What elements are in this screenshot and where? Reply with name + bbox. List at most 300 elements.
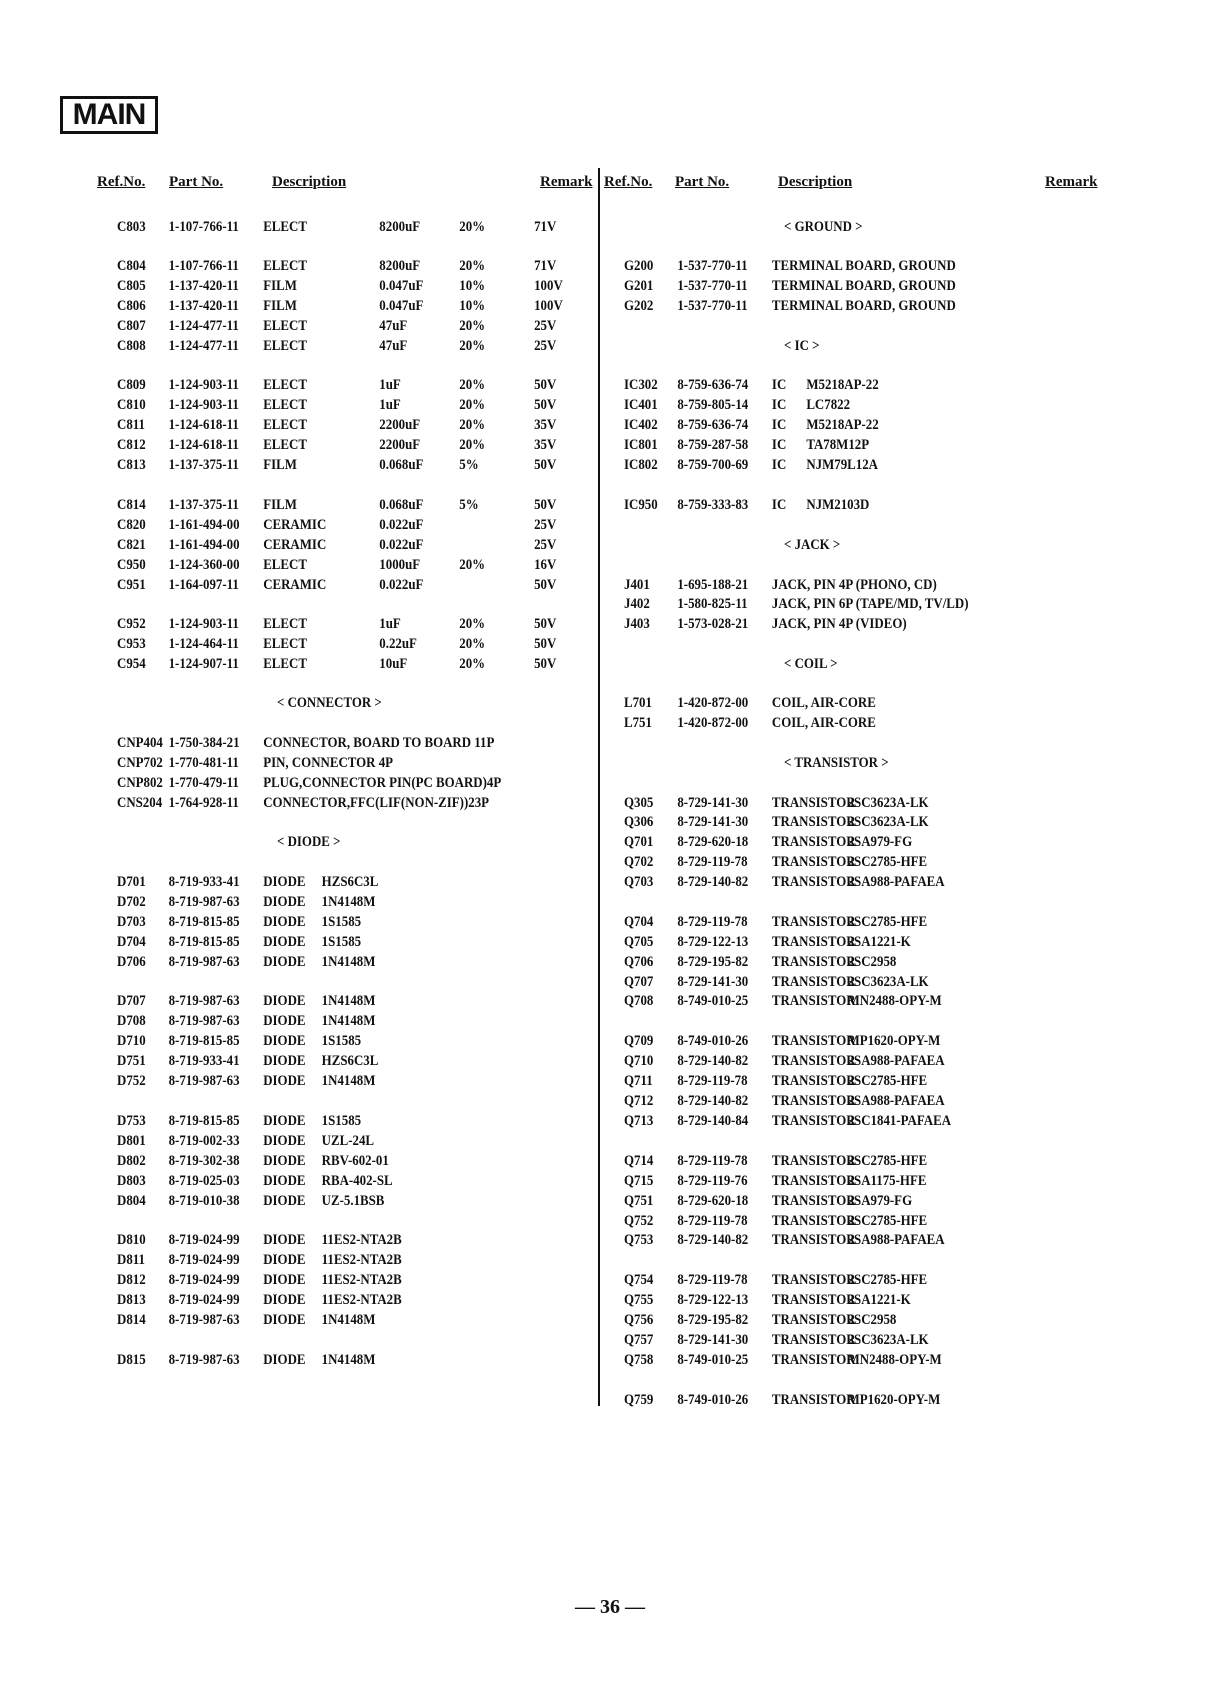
cell-ref: D704 xyxy=(117,934,146,950)
cell-ref: CNP702 xyxy=(117,755,163,771)
cell-model: 2SC3623A-LK xyxy=(847,1332,929,1348)
cell-desc: DIODE xyxy=(263,1193,306,1209)
cell-desc: ELECT xyxy=(263,417,307,433)
cell-part: 8-719-987-63 xyxy=(168,1073,240,1089)
cell-ref: D811 xyxy=(117,1252,145,1268)
cell-val: 0.047uF xyxy=(379,298,424,314)
cell-part: 1-695-188-21 xyxy=(677,577,749,593)
cell-model: 11ES2-NTA2B xyxy=(321,1232,402,1248)
cell-desc: DIODE xyxy=(263,1352,306,1368)
cell-desc: DIODE xyxy=(263,1113,306,1129)
cell-ref: D708 xyxy=(117,1013,146,1029)
cell-ref: D707 xyxy=(117,993,146,1009)
cell-part: 1-770-481-11 xyxy=(168,755,239,771)
cell-val: 8200uF xyxy=(379,258,421,274)
cell-ref: Q305 xyxy=(624,795,654,811)
cell-model: 2SA1221-K xyxy=(847,1292,911,1308)
cell-part: 8-719-025-03 xyxy=(168,1173,240,1189)
cell-tol: 10% xyxy=(459,278,486,294)
cell-val: 0.068uF xyxy=(379,457,424,473)
cell-ref: IC801 xyxy=(624,437,658,453)
cell-part: 8-729-119-78 xyxy=(677,914,748,930)
cell-desc: TRANSISTOR xyxy=(771,814,856,830)
cell-model: MN2488-OPY-M xyxy=(847,993,942,1009)
cell-ref: C811 xyxy=(117,417,145,433)
section-diode-title: < DIODE > xyxy=(277,834,341,850)
section-coil-title: < COIL > xyxy=(784,656,838,672)
cell-part: 8-729-141-30 xyxy=(677,1332,749,1348)
cell-desc: TRANSISTOR xyxy=(771,1213,856,1229)
cell-model: 1S1585 xyxy=(321,1033,362,1049)
cell-ref: IC401 xyxy=(624,397,658,413)
cell-ref: Q708 xyxy=(624,993,654,1009)
cell-part: 8-759-636-74 xyxy=(677,377,749,393)
cell-ref: D710 xyxy=(117,1033,146,1049)
cell-desc: DIODE xyxy=(263,1173,306,1189)
cell-model: 2SA988-PAFAEA xyxy=(847,1232,945,1248)
cell-part: 8-759-636-74 xyxy=(677,417,749,433)
cell-desc: TRANSISTOR xyxy=(771,1312,856,1328)
cell-model: TA78M12P xyxy=(806,437,870,453)
cell-ref: Q712 xyxy=(624,1093,654,1109)
cell-desc: DIODE xyxy=(263,914,306,930)
cell-rating: 16V xyxy=(534,557,557,573)
cell-desc: DIODE xyxy=(263,1133,306,1149)
cell-desc: CERAMIC xyxy=(263,517,327,533)
cell-tol: 20% xyxy=(459,437,486,453)
cell-ref: Q710 xyxy=(624,1053,654,1069)
cell-model: 1S1585 xyxy=(321,934,362,950)
cell-desc: TRANSISTOR xyxy=(771,1352,856,1368)
cell-ref: Q752 xyxy=(624,1213,654,1229)
cell-desc: TRANSISTOR xyxy=(771,874,856,890)
cell-part: 8-719-302-38 xyxy=(168,1153,240,1169)
cell-ref: Q701 xyxy=(624,834,654,850)
header-part-no-left: Part No. xyxy=(169,174,224,190)
cell-val: 0.22uF xyxy=(379,636,417,652)
cell-ref: Q755 xyxy=(624,1292,654,1308)
cell-desc: DIODE xyxy=(263,993,306,1009)
cell-tol: 20% xyxy=(459,636,486,652)
cell-desc: DIODE xyxy=(263,1312,306,1328)
cell-val: 0.022uF xyxy=(379,517,424,533)
cell-desc: FILM xyxy=(263,497,297,513)
cell-desc: DIODE xyxy=(263,934,306,950)
cell-model: M5218AP-22 xyxy=(806,377,879,393)
cell-tol: 20% xyxy=(459,397,486,413)
cell-model: 2SA979-FG xyxy=(847,834,913,850)
cell-desc: TRANSISTOR xyxy=(771,1392,856,1408)
cell-desc: TRANSISTOR xyxy=(771,993,856,1009)
cell-desc: TERMINAL BOARD, GROUND xyxy=(771,278,956,294)
cell-desc: IC xyxy=(771,397,787,413)
cell-ref: C805 xyxy=(117,278,146,294)
cell-model: RBA-402-SL xyxy=(321,1173,393,1189)
cell-desc: JACK, PIN 4P (PHONO, CD) xyxy=(771,577,937,593)
cell-ref: D803 xyxy=(117,1173,146,1189)
section-ic-title: < IC > xyxy=(784,338,820,354)
cell-ref: Q758 xyxy=(624,1352,654,1368)
cell-ref: G201 xyxy=(624,278,654,294)
cell-part: 1-164-097-11 xyxy=(168,577,239,593)
cell-desc: ELECT xyxy=(263,557,307,573)
cell-part: 1-770-479-11 xyxy=(168,775,239,791)
cell-desc: ELECT xyxy=(263,219,307,235)
cell-desc: TRANSISTOR xyxy=(771,834,856,850)
cell-tol: 20% xyxy=(459,338,486,354)
cell-model: 2SC2785-HFE xyxy=(847,1272,928,1288)
cell-ref: C821 xyxy=(117,537,146,553)
cell-part: 1-580-825-11 xyxy=(677,596,748,612)
cell-part: 8-719-010-38 xyxy=(168,1193,240,1209)
cell-desc: CONNECTOR,FFC(LIF(NON-ZIF))23P xyxy=(263,795,490,811)
cell-part: 1-124-903-11 xyxy=(168,397,239,413)
cell-desc: DIODE xyxy=(263,1013,306,1029)
cell-rating: 25V xyxy=(534,338,557,354)
cell-part: 8-719-815-85 xyxy=(168,1033,240,1049)
cell-model: 2SC3623A-LK xyxy=(847,974,929,990)
cell-desc: ELECT xyxy=(263,258,307,274)
cell-val: 47uF xyxy=(379,318,408,334)
cell-model: 2SC2958 xyxy=(847,1312,897,1328)
cell-desc: FILM xyxy=(263,457,297,473)
cell-ref: D802 xyxy=(117,1153,146,1169)
cell-tol: 20% xyxy=(459,616,486,632)
cell-rating: 25V xyxy=(534,537,557,553)
cell-val: 0.068uF xyxy=(379,497,424,513)
cell-ref: Q754 xyxy=(624,1272,654,1288)
cell-val: 1uF xyxy=(379,377,401,393)
cell-rating: 50V xyxy=(534,616,557,632)
cell-ref: C809 xyxy=(117,377,146,393)
cell-part: 1-573-028-21 xyxy=(677,616,749,632)
cell-part: 8-729-122-13 xyxy=(677,1292,749,1308)
cell-desc: COIL, AIR-CORE xyxy=(771,715,876,731)
cell-part: 8-719-987-63 xyxy=(168,1312,240,1328)
cell-part: 8-729-140-82 xyxy=(677,1053,749,1069)
cell-desc: TRANSISTOR xyxy=(771,1272,856,1288)
cell-part: 8-729-620-18 xyxy=(677,834,749,850)
cell-model: 2SA1175-HFE xyxy=(847,1173,927,1189)
cell-part: 8-749-010-25 xyxy=(677,1352,749,1368)
cell-ref: Q751 xyxy=(624,1193,654,1209)
cell-tol: 20% xyxy=(459,318,486,334)
cell-model: 2SC2785-HFE xyxy=(847,854,928,870)
cell-part: 8-759-700-69 xyxy=(677,457,749,473)
cell-desc: TRANSISTOR xyxy=(771,1153,856,1169)
cell-part: 8-759-805-14 xyxy=(677,397,749,413)
cell-ref: Q757 xyxy=(624,1332,654,1348)
header-remark-right: Remark xyxy=(1045,174,1098,190)
cell-ref: D801 xyxy=(117,1133,146,1149)
cell-part: 8-749-010-26 xyxy=(677,1392,749,1408)
cell-part: 8-729-119-78 xyxy=(677,1153,748,1169)
cell-model: RBV-602-01 xyxy=(321,1153,389,1169)
cell-ref: D706 xyxy=(117,954,146,970)
cell-model: HZS6C3L xyxy=(321,1053,379,1069)
cell-tol: 20% xyxy=(459,258,486,274)
cell-part: 8-729-119-78 xyxy=(677,1073,748,1089)
cell-ref: C952 xyxy=(117,616,146,632)
cell-model: 1N4148M xyxy=(321,1073,376,1089)
cell-desc: IC xyxy=(771,417,787,433)
cell-rating: 25V xyxy=(534,517,557,533)
cell-part: 8-719-987-63 xyxy=(168,1013,240,1029)
cell-desc: DIODE xyxy=(263,1033,306,1049)
header-part-no-right: Part No. xyxy=(675,174,730,190)
cell-model: 2SC2785-HFE xyxy=(847,914,928,930)
cell-model: 1S1585 xyxy=(321,1113,362,1129)
cell-part: 1-161-494-00 xyxy=(168,537,240,553)
cell-model: 11ES2-NTA2B xyxy=(321,1252,402,1268)
cell-part: 8-719-024-99 xyxy=(168,1252,240,1268)
cell-part: 1-124-618-11 xyxy=(168,437,239,453)
cell-desc: TRANSISTOR xyxy=(771,1053,856,1069)
cell-desc: COIL, AIR-CORE xyxy=(771,695,876,711)
cell-desc: TRANSISTOR xyxy=(771,1173,856,1189)
cell-ref: Q759 xyxy=(624,1392,654,1408)
cell-val: 8200uF xyxy=(379,219,421,235)
cell-part: 8-749-010-25 xyxy=(677,993,749,1009)
cell-ref: C953 xyxy=(117,636,146,652)
cell-ref: D813 xyxy=(117,1292,146,1308)
cell-val: 2200uF xyxy=(379,437,421,453)
cell-desc: ELECT xyxy=(263,318,307,334)
cell-ref: Q711 xyxy=(624,1073,653,1089)
cell-rating: 35V xyxy=(534,437,557,453)
cell-ref: CNP404 xyxy=(117,735,163,751)
cell-val: 1uF xyxy=(379,616,401,632)
cell-desc: ELECT xyxy=(263,656,307,672)
cell-part: 1-124-903-11 xyxy=(168,377,239,393)
cell-desc: TRANSISTOR xyxy=(771,1113,856,1129)
cell-desc: CERAMIC xyxy=(263,537,327,553)
cell-part: 8-759-287-58 xyxy=(677,437,749,453)
cell-part: 1-137-375-11 xyxy=(168,457,239,473)
cell-model: MN2488-OPY-M xyxy=(847,1352,942,1368)
cell-model: 1N4148M xyxy=(321,1352,376,1368)
cell-ref: D703 xyxy=(117,914,146,930)
cell-ref: C810 xyxy=(117,397,146,413)
cell-desc: DIODE xyxy=(263,874,306,890)
cell-desc: JACK, PIN 4P (VIDEO) xyxy=(771,616,907,632)
main-section-badge: MAIN xyxy=(60,96,158,134)
cell-desc: ELECT xyxy=(263,616,307,632)
cell-ref: Q704 xyxy=(624,914,654,930)
cell-ref: C820 xyxy=(117,517,146,533)
cell-desc: IC xyxy=(771,457,787,473)
cell-rating: 50V xyxy=(534,497,557,513)
cell-ref: C804 xyxy=(117,258,146,274)
cell-part: 8-729-140-82 xyxy=(677,1232,749,1248)
cell-ref: D752 xyxy=(117,1073,146,1089)
cell-desc: PIN, CONNECTOR 4P xyxy=(263,755,394,771)
cell-ref: G202 xyxy=(624,298,654,314)
cell-model: HZS6C3L xyxy=(321,874,379,890)
cell-model: 2SA988-PAFAEA xyxy=(847,1053,945,1069)
cell-desc: TRANSISTOR xyxy=(771,974,856,990)
cell-model: M5218AP-22 xyxy=(806,417,879,433)
cell-part: 8-729-195-82 xyxy=(677,1312,749,1328)
page-number: — 36 — xyxy=(575,1596,645,1618)
cell-ref: D812 xyxy=(117,1272,146,1288)
cell-ref: D702 xyxy=(117,894,146,910)
cell-desc: TRANSISTOR xyxy=(771,1073,856,1089)
cell-model: LC7822 xyxy=(806,397,851,413)
cell-desc: FILM xyxy=(263,298,297,314)
cell-desc: TRANSISTOR xyxy=(771,1093,856,1109)
cell-ref: L751 xyxy=(624,715,652,731)
cell-part: 1-420-872-00 xyxy=(677,715,749,731)
cell-val: 47uF xyxy=(379,338,408,354)
cell-model: 11ES2-NTA2B xyxy=(321,1292,402,1308)
section-connector-title: < CONNECTOR > xyxy=(277,695,382,711)
cell-desc: DIODE xyxy=(263,1292,306,1308)
cell-desc: TERMINAL BOARD, GROUND xyxy=(771,298,956,314)
cell-ref: CNS204 xyxy=(117,795,163,811)
cell-part: 8-719-987-63 xyxy=(168,954,240,970)
cell-desc: TERMINAL BOARD, GROUND xyxy=(771,258,956,274)
cell-desc: CONNECTOR, BOARD TO BOARD 11P xyxy=(263,735,495,751)
cell-ref: D804 xyxy=(117,1193,146,1209)
cell-ref: C803 xyxy=(117,219,146,235)
cell-model: 2SA988-PAFAEA xyxy=(847,1093,945,1109)
cell-ref: C807 xyxy=(117,318,146,334)
cell-model: 1N4148M xyxy=(321,894,376,910)
header-description-right: Description xyxy=(778,174,853,190)
cell-ref: Q702 xyxy=(624,854,654,870)
cell-ref: C812 xyxy=(117,437,146,453)
cell-part: 8-749-010-26 xyxy=(677,1033,749,1049)
cell-part: 1-124-907-11 xyxy=(168,656,239,672)
cell-part: 1-137-420-11 xyxy=(168,278,239,294)
cell-desc: TRANSISTOR xyxy=(771,1193,856,1209)
cell-desc: TRANSISTOR xyxy=(771,1292,856,1308)
cell-ref: D751 xyxy=(117,1053,146,1069)
cell-ref: Q714 xyxy=(624,1153,654,1169)
cell-desc: ELECT xyxy=(263,377,307,393)
cell-ref: D814 xyxy=(117,1312,146,1328)
cell-ref: D810 xyxy=(117,1232,146,1248)
cell-rating: 100V xyxy=(534,278,563,294)
cell-rating: 50V xyxy=(534,457,557,473)
cell-model: 2SA988-PAFAEA xyxy=(847,874,945,890)
cell-part: 1-124-464-11 xyxy=(168,636,239,652)
cell-rating: 50V xyxy=(534,397,557,413)
cell-tol: 20% xyxy=(459,417,486,433)
cell-model: UZ-5.1BSB xyxy=(321,1193,385,1209)
cell-model: 1N4148M xyxy=(321,1013,376,1029)
column-divider xyxy=(598,168,600,1406)
cell-val: 10uF xyxy=(379,656,408,672)
cell-ref: IC802 xyxy=(624,457,658,473)
cell-part: 1-161-494-00 xyxy=(168,517,240,533)
cell-ref: Q705 xyxy=(624,934,654,950)
cell-rating: 25V xyxy=(534,318,557,334)
cell-desc: TRANSISTOR xyxy=(771,1332,856,1348)
cell-desc: IC xyxy=(771,377,787,393)
cell-part: 8-719-815-85 xyxy=(168,1113,240,1129)
cell-part: 8-719-815-85 xyxy=(168,934,240,950)
cell-val: 2200uF xyxy=(379,417,421,433)
cell-ref: Q707 xyxy=(624,974,654,990)
cell-desc: TRANSISTOR xyxy=(771,1232,856,1248)
cell-ref: C813 xyxy=(117,457,146,473)
cell-val: 0.022uF xyxy=(379,577,424,593)
cell-desc: DIODE xyxy=(263,1073,306,1089)
cell-part: 8-729-119-76 xyxy=(677,1173,748,1189)
section-ground-title: < GROUND > xyxy=(784,219,863,235)
cell-ref: Q306 xyxy=(624,814,654,830)
cell-ref: C814 xyxy=(117,497,146,513)
cell-part: 8-729-620-18 xyxy=(677,1193,749,1209)
cell-desc: ELECT xyxy=(263,338,307,354)
cell-ref: IC402 xyxy=(624,417,658,433)
cell-desc: TRANSISTOR xyxy=(771,1033,856,1049)
cell-model: NJM2103D xyxy=(806,497,870,513)
cell-part: 1-124-903-11 xyxy=(168,616,239,632)
cell-part: 8-719-815-85 xyxy=(168,914,240,930)
cell-part: 8-719-024-99 xyxy=(168,1292,240,1308)
cell-part: 8-729-119-78 xyxy=(677,854,748,870)
cell-desc: ELECT xyxy=(263,437,307,453)
cell-ref: J401 xyxy=(624,577,650,593)
cell-rating: 50V xyxy=(534,636,557,652)
cell-tol: 5% xyxy=(459,497,479,513)
cell-rating: 35V xyxy=(534,417,557,433)
cell-ref: D701 xyxy=(117,874,146,890)
cell-part: 1-124-477-11 xyxy=(168,318,239,334)
cell-part: 1-537-770-11 xyxy=(677,298,748,314)
cell-part: 8-719-987-63 xyxy=(168,993,240,1009)
cell-ref: C951 xyxy=(117,577,146,593)
cell-desc: DIODE xyxy=(263,1153,306,1169)
cell-model: 2SC2785-HFE xyxy=(847,1073,928,1089)
cell-desc: TRANSISTOR xyxy=(771,914,856,930)
cell-rating: 50V xyxy=(534,577,557,593)
cell-rating: 71V xyxy=(534,219,557,235)
cell-part: 8-729-141-30 xyxy=(677,974,749,990)
cell-ref: Q713 xyxy=(624,1113,654,1129)
cell-tol: 10% xyxy=(459,298,486,314)
section-transistor-title: < TRANSISTOR > xyxy=(784,755,889,771)
cell-ref: Q706 xyxy=(624,954,654,970)
cell-model: 11ES2-NTA2B xyxy=(321,1272,402,1288)
cell-val: 0.022uF xyxy=(379,537,424,553)
cell-model: 1N4148M xyxy=(321,954,376,970)
cell-part: 1-124-360-00 xyxy=(168,557,240,573)
cell-ref: J402 xyxy=(624,596,650,612)
cell-desc: DIODE xyxy=(263,1272,306,1288)
cell-model: 2SC2958 xyxy=(847,954,897,970)
cell-part: 8-729-140-82 xyxy=(677,1093,749,1109)
cell-model: 2SA1221-K xyxy=(847,934,911,950)
cell-tol: 20% xyxy=(459,557,486,573)
cell-desc: TRANSISTOR xyxy=(771,934,856,950)
cell-model: 2SC2785-HFE xyxy=(847,1213,928,1229)
cell-model: 2SC3623A-LK xyxy=(847,814,929,830)
cell-part: 8-719-024-99 xyxy=(168,1232,240,1248)
cell-ref: J403 xyxy=(624,616,650,632)
header-ref-no-right: Ref.No. xyxy=(604,174,653,190)
cell-val: 0.047uF xyxy=(379,278,424,294)
cell-part: 8-719-987-63 xyxy=(168,1352,240,1368)
header-remark-left: Remark xyxy=(540,174,593,190)
cell-rating: 100V xyxy=(534,298,563,314)
cell-desc: PLUG,CONNECTOR PIN(PC BOARD)4P xyxy=(263,775,502,791)
cell-part: 8-729-141-30 xyxy=(677,814,749,830)
cell-part: 8-729-141-30 xyxy=(677,795,749,811)
